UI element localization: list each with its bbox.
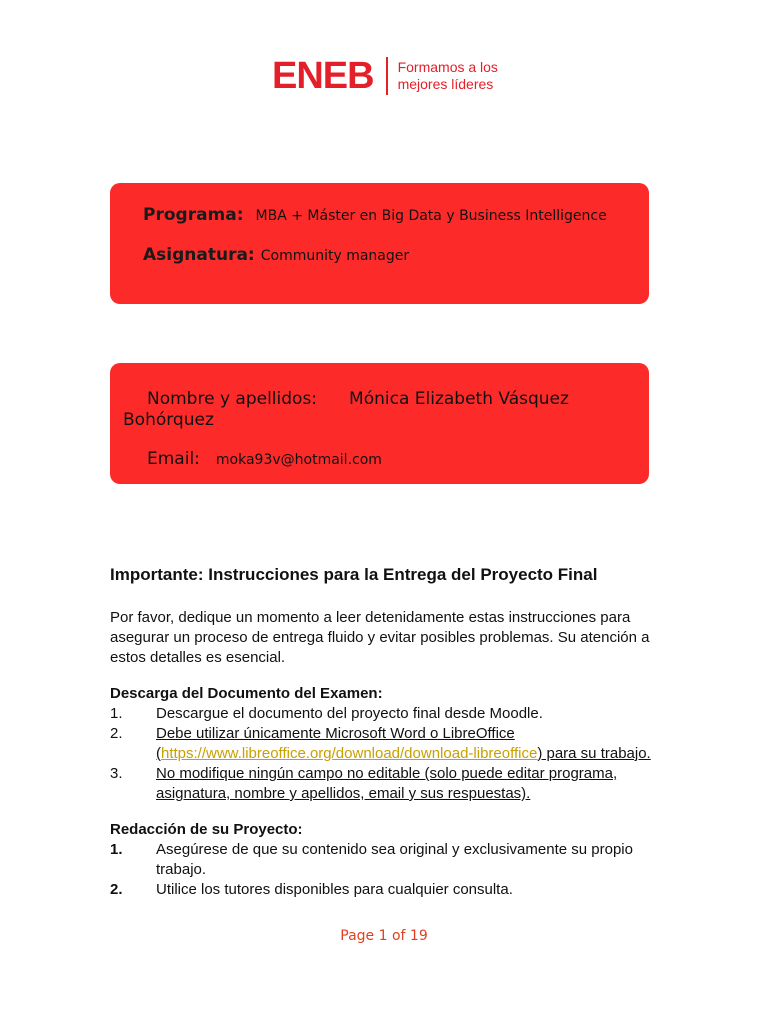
nombre-value-continuation[interactable]: Bohórquez [123, 410, 214, 430]
list-item [110, 704, 655, 724]
instructions-heading: Importante: Instrucciones para la Entrega del Proyecto Final [110, 565, 598, 584]
student-box [110, 363, 649, 484]
list-number: 2. [110, 881, 123, 898]
logo-tagline-line2: mejores líderes [397, 76, 494, 92]
list-number: 2. [110, 725, 123, 742]
section1-list [110, 704, 655, 804]
programa-row [143, 205, 607, 225]
list-item-text [156, 724, 655, 764]
page-number: Page 1 of 19 [340, 928, 428, 944]
logo-divider [386, 57, 388, 95]
list-item [110, 764, 655, 804]
email-row [147, 449, 382, 469]
logo-wordmark: ENEB [272, 55, 374, 97]
logo-tagline-line1: Formamos a los [397, 59, 498, 75]
email-label: Email: [147, 449, 200, 469]
libreoffice-link[interactable]: https://www.libreoffice.org/download/download-libreoffice [161, 745, 538, 762]
instructions-intro: Por favor, dedique un momento a leer detenidamente estas instrucciones para asegurar un proceso de entrega fluido y evitar posibles problemas. Su atención a estos detalles es esencial. [110, 609, 650, 666]
programa-label: Programa: [143, 205, 244, 225]
list-number: 3. [110, 765, 123, 782]
instructions-section [110, 562, 655, 916]
programa-value[interactable]: MBA + Máster en Big Data y Business Intelligence [255, 208, 607, 224]
list-number: 1. [110, 705, 123, 722]
asignatura-value[interactable]: Community manager [260, 248, 410, 264]
list-item [110, 880, 655, 900]
program-box [110, 183, 649, 304]
list-item [110, 840, 655, 880]
nombre-label: Nombre y apellidos: [147, 389, 318, 409]
eneb-logo [272, 56, 508, 96]
list-item-text: No modifique ningún campo no editable (solo puede editar programa, asignatura, nombre y apellidos, email y sus respuestas). [156, 765, 618, 802]
list-item-text-before: Debe utilizar únicamente Microsoft Word o LibreOffice ( [156, 725, 515, 762]
asignatura-label: Asignatura: [143, 245, 255, 265]
section1-title: Descarga del Documento del Examen: [110, 685, 383, 702]
nombre-row [147, 389, 569, 409]
logo-tagline [398, 59, 508, 93]
asignatura-row [143, 245, 409, 265]
list-number: 1. [110, 841, 123, 858]
list-item-text: Descargue el documento del proyecto final desde Moodle. [156, 705, 543, 722]
list-item [110, 724, 655, 764]
section2-list [110, 840, 655, 900]
list-item-text: Asegúrese de que su contenido sea original y exclusivamente su propio trabajo. [156, 841, 633, 878]
list-item-text: Utilice los tutores disponibles para cualquier consulta. [156, 881, 513, 898]
list-item-text-after: ) para su trabajo. [537, 745, 651, 762]
email-value[interactable]: moka93v@hotmail.com [215, 452, 382, 468]
nombre-value[interactable]: Mónica Elizabeth Vásquez [349, 389, 569, 409]
section2-title: Redacción de su Proyecto: [110, 821, 303, 838]
